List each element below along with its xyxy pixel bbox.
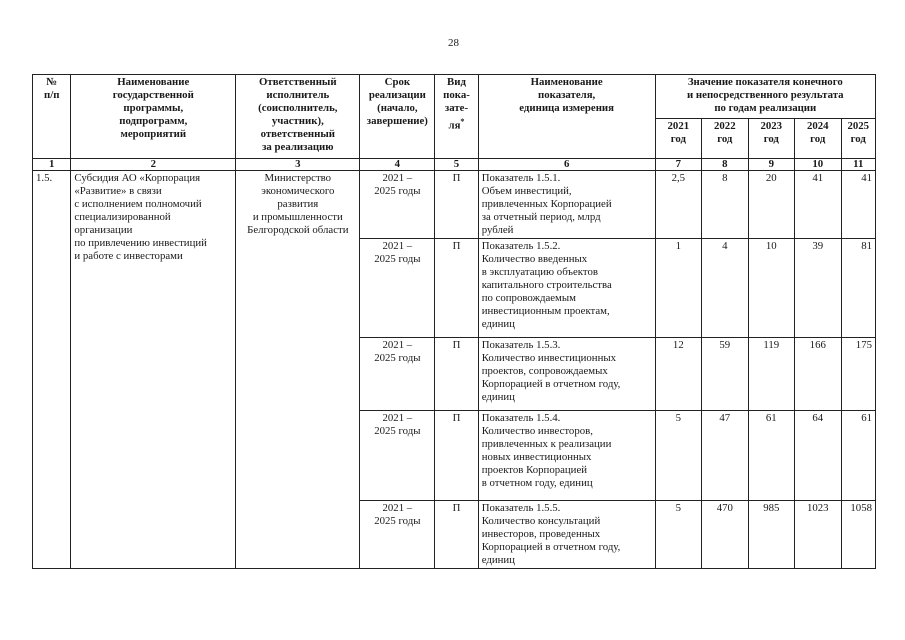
column-number: 9 <box>748 159 794 171</box>
indicator-name-cell: Показатель 1.5.3. Количество инвестиционных проектов, сопровождаемых Корпорацией в отчетном году, единиц <box>478 338 655 411</box>
value-2021: 5 <box>655 411 701 501</box>
value-2024: 166 <box>795 338 841 411</box>
value-2023: 985 <box>748 501 794 569</box>
header-number: № п/п <box>33 75 71 159</box>
header-indicator-type-text: Вид пока- зате- ля <box>443 76 470 132</box>
period-cell: 2021 – 2025 годы <box>360 239 435 338</box>
column-number: 7 <box>655 159 701 171</box>
column-number: 3 <box>236 159 360 171</box>
value-2023: 61 <box>748 411 794 501</box>
item-name: Субсидия АО «Корпорация «Развитие» в связи с исполнением полномочий специализированной организации по привлечению инвестиций и работе с инвесторами <box>71 171 236 569</box>
value-2024: 41 <box>795 171 841 239</box>
value-2022: 8 <box>702 171 748 239</box>
header-program-name: Наименование государственной программы, подпрограмм, мероприятий <box>71 75 236 159</box>
header-year: 2024 год <box>795 119 841 159</box>
header-period: Срок реализации (начало, завершение) <box>360 75 435 159</box>
period-cell: 2021 – 2025 годы <box>360 411 435 501</box>
item-number: 1.5. <box>33 171 71 569</box>
value-2025: 61 <box>841 411 875 501</box>
header-year: 2025 год <box>841 119 875 159</box>
value-2025: 41 <box>841 171 875 239</box>
indicator-type-cell: П <box>435 239 478 338</box>
header-year: 2021 год <box>655 119 701 159</box>
value-2025: 1058 <box>841 501 875 569</box>
period-cell: 2021 – 2025 годы <box>360 338 435 411</box>
column-number: 1 <box>33 159 71 171</box>
value-2024: 1023 <box>795 501 841 569</box>
value-2024: 64 <box>795 411 841 501</box>
value-2022: 470 <box>702 501 748 569</box>
header-indicator-name: Наименование показателя, единица измерения <box>478 75 655 159</box>
value-2024: 39 <box>795 239 841 338</box>
indicator-name-cell: Показатель 1.5.5. Количество консультаций инвесторов, проведенных Корпорацией в отчетном году, единиц <box>478 501 655 569</box>
column-number: 10 <box>795 159 841 171</box>
column-number: 5 <box>435 159 478 171</box>
value-2023: 20 <box>748 171 794 239</box>
value-2022: 4 <box>702 239 748 338</box>
header-year: 2023 год <box>748 119 794 159</box>
page-number: 28 <box>448 37 459 49</box>
indicator-type-cell: П <box>435 411 478 501</box>
value-2021: 12 <box>655 338 701 411</box>
indicator-name-cell: Показатель 1.5.1. Объем инвестиций, привлеченных Корпорацией за отчетный период, млрд рублей <box>478 171 655 239</box>
period-cell: 2021 – 2025 годы <box>360 171 435 239</box>
value-2025: 175 <box>841 338 875 411</box>
column-number: 8 <box>702 159 748 171</box>
value-2022: 47 <box>702 411 748 501</box>
header-year: 2022 год <box>702 119 748 159</box>
column-number: 2 <box>71 159 236 171</box>
value-2021: 5 <box>655 501 701 569</box>
column-number: 11 <box>841 159 875 171</box>
value-2021: 1 <box>655 239 701 338</box>
column-number: 4 <box>360 159 435 171</box>
indicators-table <box>32 74 876 569</box>
footnote-star: * <box>460 117 465 126</box>
indicator-name-cell: Показатель 1.5.4. Количество инвесторов, привлеченных к реализации новых инвестиционных проектов Корпорацией в отчетном году, единиц <box>478 411 655 501</box>
column-numbers-row <box>33 159 876 171</box>
indicator-type-cell: П <box>435 171 478 239</box>
header-values-group: Значение показателя конечного и непосредственного результата по годам реализации <box>655 75 875 119</box>
period-cell: 2021 – 2025 годы <box>360 501 435 569</box>
value-2023: 10 <box>748 239 794 338</box>
item-responsible: Министерство экономического развития и промышленности Белгородской области <box>236 171 360 569</box>
table-row <box>33 171 876 239</box>
header-responsible: Ответственный исполнитель (соисполнитель, участник), ответственный за реализацию <box>236 75 360 159</box>
value-2022: 59 <box>702 338 748 411</box>
value-2021: 2,5 <box>655 171 701 239</box>
value-2025: 81 <box>841 239 875 338</box>
header-indicator-type <box>435 75 478 159</box>
indicator-type-cell: П <box>435 501 478 569</box>
indicator-type-cell: П <box>435 338 478 411</box>
value-2023: 119 <box>748 338 794 411</box>
column-number: 6 <box>478 159 655 171</box>
indicator-name-cell: Показатель 1.5.2. Количество введенных в эксплуатацию объектов капитального строительства по сопровождаемым инвестиционным проектам, единиц <box>478 239 655 338</box>
